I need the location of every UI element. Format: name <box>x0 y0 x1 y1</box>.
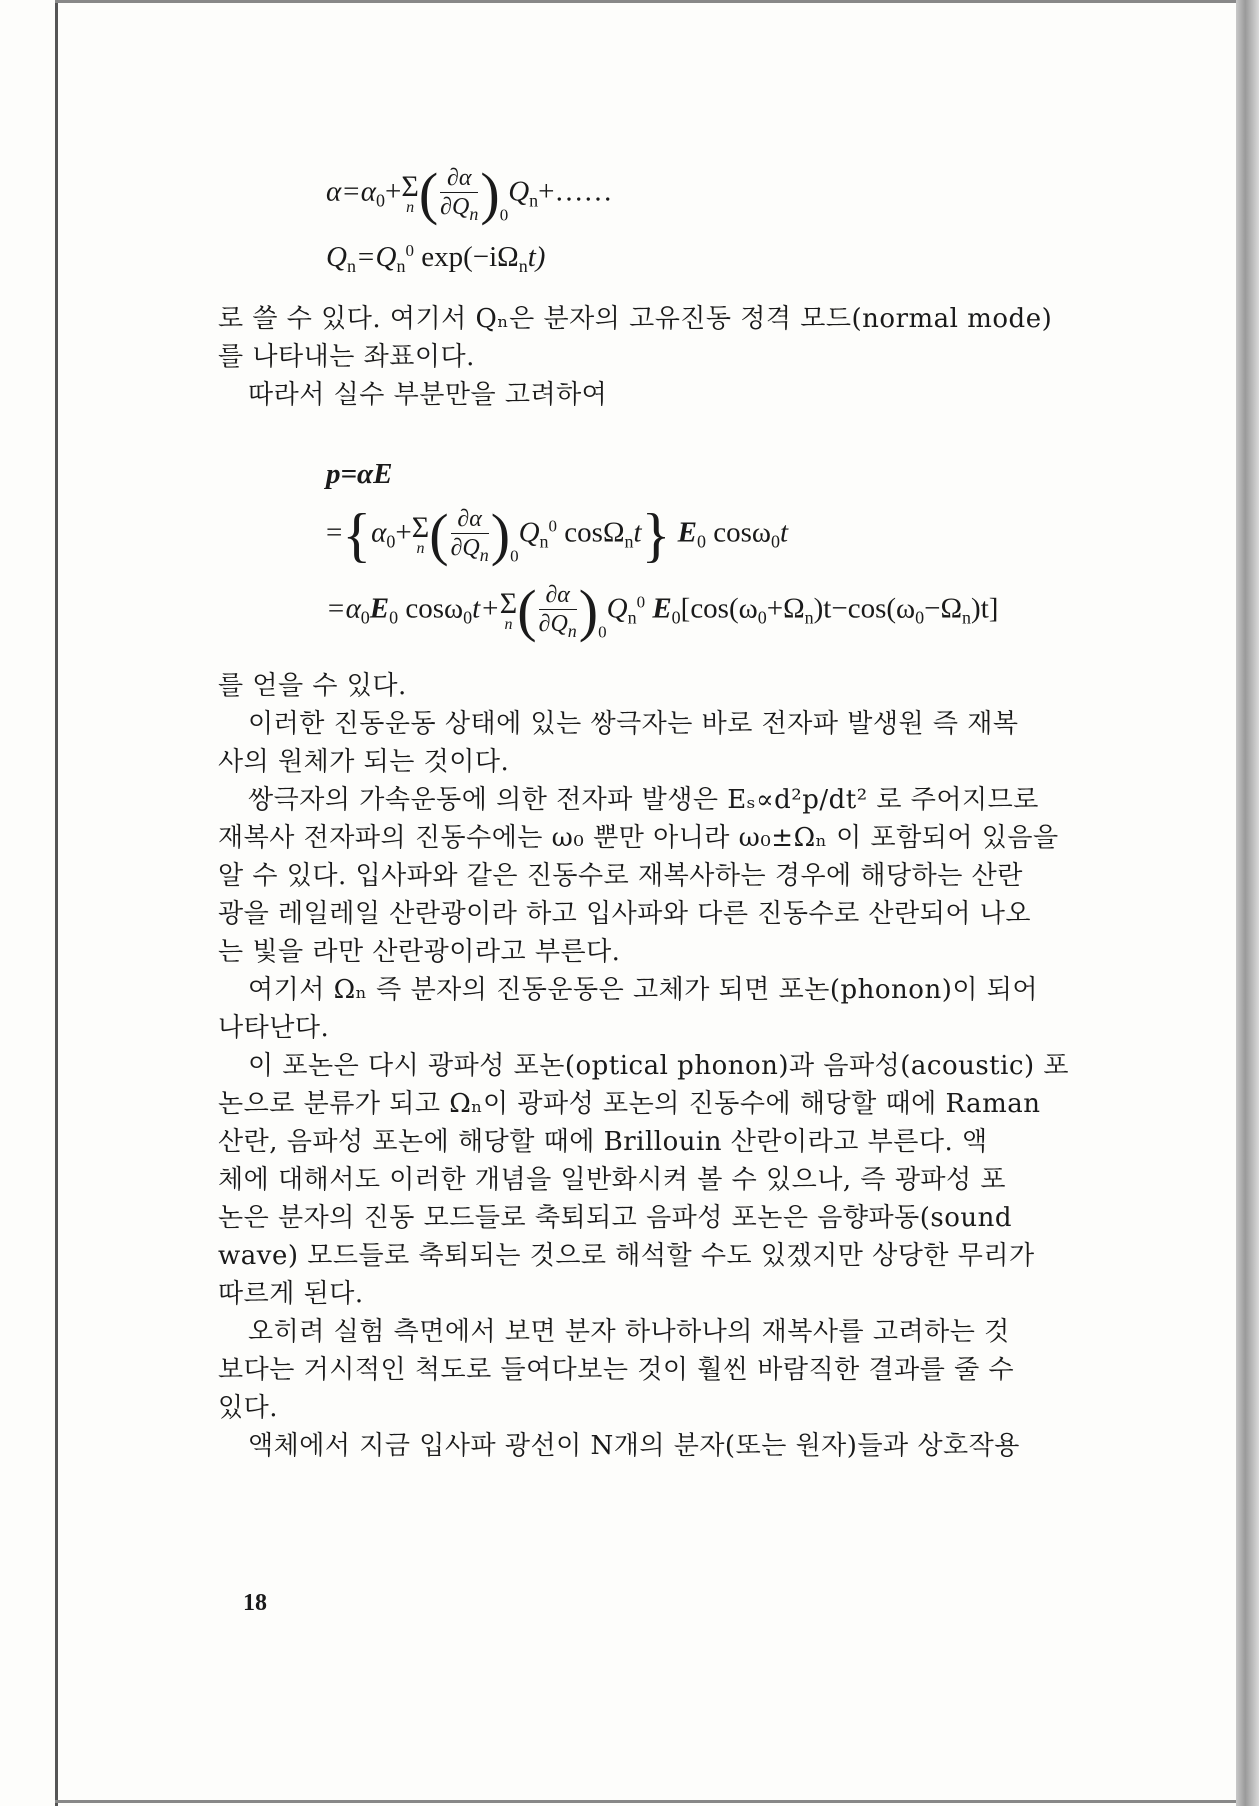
eq-sub: 0 <box>696 531 706 552</box>
partial-derivative <box>539 583 577 640</box>
frac-denominator <box>539 610 577 640</box>
eq-sub: n <box>416 540 425 557</box>
partial-derivative <box>440 166 478 223</box>
page-border-top <box>55 0 1245 3</box>
eq-text: Q <box>518 516 540 549</box>
eq-sub: n <box>529 190 539 211</box>
eq-sub: n <box>346 256 356 276</box>
text-line: 여기서 Ωₙ 즉 분자의 진동운동은 고체가 되면 포논(phonon)이 되어 <box>248 975 1038 1005</box>
eq-text: =Q <box>355 241 397 273</box>
text-line: 논으로 분류가 되고 Ωₙ이 광파성 포논의 진동수에 해당할 때에 Raman <box>218 1089 1041 1119</box>
text-line: 쌍극자의 가속운동에 의한 전자파 발생은 Eₛ∝d²p/dt² 로 주어지므로 <box>248 785 1039 815</box>
page-edge-shadow <box>1236 0 1259 1806</box>
text-line: 는 빛을 라만 산란광이라고 부른다. <box>218 937 621 967</box>
eq-sub: 0 <box>915 607 925 628</box>
paren-left: ( <box>517 578 537 643</box>
eq-sup: 0 <box>636 592 646 612</box>
eq-sub: n <box>396 256 406 276</box>
frac-denominator <box>440 193 478 223</box>
paragraph-block-1 <box>218 300 1108 414</box>
text-line: 액체에서 지금 입사파 광선이 N개의 분자(또는 원자)들과 상호작용 <box>248 1431 1020 1461</box>
text-line: 있다. <box>218 1393 278 1423</box>
eq-text: α=α <box>326 175 377 208</box>
eq-text: exp(−iΩ <box>413 241 519 273</box>
eq-text: ∂Q <box>440 193 470 220</box>
eq-sub: 0 <box>463 607 473 628</box>
brace-left: { <box>342 502 372 568</box>
eq-text: + <box>385 175 402 208</box>
eq-sub: n <box>518 256 528 276</box>
frac-denominator <box>451 534 489 564</box>
frac-numerator: ∂α <box>451 507 489 534</box>
eq-sub: 0 <box>499 205 509 225</box>
equation-dipole-1 <box>326 460 392 489</box>
eq-text: cosω <box>705 516 771 549</box>
text-line: 를 얻을 수 있다. <box>218 671 407 701</box>
text-line: 알 수 있다. 입사파와 같은 진동수로 재복사하는 경우에 해당하는 산란 <box>218 861 1023 891</box>
eq-text: )t−cos(ω <box>813 592 916 625</box>
paren-right: ) <box>480 161 500 226</box>
eq-sub: 0 <box>360 607 370 628</box>
eq-sub: n <box>627 607 637 628</box>
eq-sub: n <box>406 199 415 216</box>
eq-text: ∂Q <box>538 610 568 637</box>
eq-sup: 0 <box>405 241 414 260</box>
page-border-left <box>55 0 58 1806</box>
text-line: 논은 분자의 진동 모드들로 축퇴되고 음파성 포논은 음향파동(sound <box>218 1203 1013 1233</box>
text-line: 를 나타내는 좌표이다. <box>218 342 475 372</box>
paren-left: ( <box>429 502 449 567</box>
eq-text: +…… <box>538 175 613 208</box>
page-number: 18 <box>243 1590 267 1616</box>
eq-text: E <box>670 516 697 549</box>
eq-sub: 0 <box>376 190 386 211</box>
eq-text: t <box>779 516 789 549</box>
text-line: 사의 원체가 되는 것이다. <box>218 747 510 777</box>
eq-text: cosω <box>398 592 464 625</box>
eq-text: E <box>645 592 672 625</box>
eq-sub: 0 <box>757 607 767 628</box>
text-line: 이러한 진동운동 상태에 있는 쌍극자는 바로 전자파 발생원 즉 재복 <box>248 709 1019 739</box>
eq-text: Σ <box>401 170 419 203</box>
eq-text: t) <box>527 241 546 273</box>
paren-left: ( <box>418 161 439 226</box>
sum-symbol <box>412 513 429 557</box>
eq-text: −Ω <box>924 592 963 625</box>
eq-text: Q <box>606 592 628 625</box>
text-line: wave) 모드들로 축퇴되는 것으로 해석할 수도 있겠지만 상당한 무리가 <box>218 1241 1035 1271</box>
eq-text: =α <box>326 592 361 625</box>
text-line: 로 쓸 수 있다. 여기서 Qₙ은 분자의 고유진동 정격 모드(normal mode) <box>218 304 1053 334</box>
eq-text: E <box>369 592 390 625</box>
eq-sub: n <box>479 544 489 565</box>
eq-text: Q <box>508 175 530 208</box>
text-line: 산란, 음파성 포논에 해당할 때에 Brillouin 산란이라고 부른다. 액 <box>218 1127 988 1157</box>
eq-sub: n <box>624 531 634 552</box>
eq-sub: n <box>469 203 479 224</box>
eq-text: Σ <box>411 511 430 544</box>
paren-right: ) <box>578 578 599 643</box>
eq-sub: 0 <box>770 531 780 552</box>
frac-numerator: ∂α <box>440 166 478 193</box>
eq-sub: 0 <box>510 546 519 566</box>
sum-symbol <box>401 172 418 216</box>
paren-right: ) <box>490 502 511 567</box>
text-line: 재복사 전자파의 진동수에는 ω₀ 뿐만 아니라 ω₀±Ωₙ 이 포함되어 있음을 <box>218 823 1059 853</box>
page-border-bottom <box>55 1800 1245 1803</box>
eq-text: cosΩ <box>557 516 625 549</box>
eq-text: α <box>371 516 387 549</box>
equation-q-time <box>326 242 545 275</box>
text-line: 보다는 거시적인 척도로 들여다보는 것이 훨씬 바람직한 결과를 줄 수 <box>218 1355 1015 1385</box>
eq-sub: 0 <box>386 531 396 552</box>
eq-text: t <box>633 516 642 549</box>
paragraph-block-2 <box>218 667 1108 1465</box>
eq-sub: 0 <box>598 622 607 642</box>
eq-text: ∂Q <box>450 534 480 561</box>
text-line: 따르게 된다. <box>218 1279 364 1309</box>
text-line: 광을 레일레일 산란광이라 하고 입사파와 다른 진동수로 산란되어 나오 <box>218 899 1031 929</box>
eq-sub: n <box>962 607 972 628</box>
eq-text: +Ω <box>766 592 805 625</box>
sum-symbol <box>500 589 517 633</box>
eq-sub: n <box>567 620 577 641</box>
text-line: 따라서 실수 부분만을 고려하여 <box>248 380 608 410</box>
eq-sub: n <box>504 616 513 633</box>
text-line: 나타난다. <box>218 1013 330 1043</box>
eq-text: + <box>395 516 412 549</box>
eq-sup: 0 <box>548 516 558 536</box>
eq-text: Σ <box>499 587 518 620</box>
eq-sub: n <box>804 607 814 628</box>
eq-text: p=αE <box>326 458 393 490</box>
eq-text: [cos(ω <box>680 592 758 625</box>
text-line: 이 포논은 다시 광파성 포논(optical phonon)과 음파성(acoustic) 포 <box>248 1051 1070 1081</box>
eq-text: = <box>326 516 343 549</box>
eq-text: Q <box>326 241 347 273</box>
partial-derivative <box>451 507 489 564</box>
equation-alpha-expansion <box>326 161 613 226</box>
brace-right: } <box>641 502 671 568</box>
eq-text: t+ <box>472 592 500 625</box>
text-line: 오히려 실험 측면에서 보면 분자 하나하나의 재복사를 고려하는 것 <box>248 1317 1010 1347</box>
eq-sub: 0 <box>389 607 399 628</box>
eq-sub: n <box>539 531 549 552</box>
eq-text: )t] <box>971 592 999 625</box>
frac-numerator: ∂α <box>539 583 577 610</box>
equation-dipole-3 <box>326 578 999 643</box>
eq-sub: 0 <box>671 607 681 628</box>
text-line: 체에 대해서도 이러한 개념을 일반화시켜 볼 수 있으나, 즉 광파성 포 <box>218 1165 1007 1195</box>
equation-dipole-2 <box>326 502 789 568</box>
